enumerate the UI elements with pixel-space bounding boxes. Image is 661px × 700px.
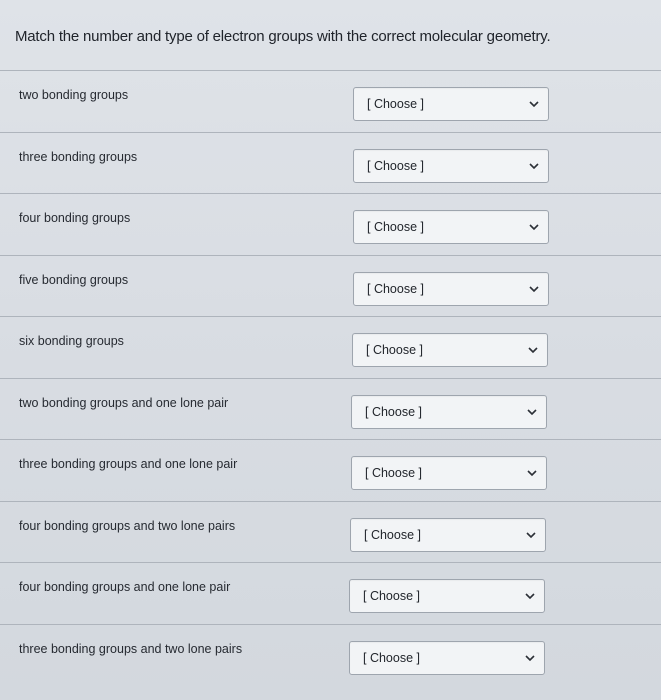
- select-value: [ Choose ]: [367, 158, 424, 173]
- chevron-down-icon: [526, 407, 538, 417]
- geometry-select[interactable]: [349, 579, 545, 613]
- geometry-select[interactable]: [353, 210, 549, 244]
- match-row: [0, 378, 661, 440]
- chevron-down-icon: [524, 653, 536, 663]
- geometry-select[interactable]: [353, 272, 549, 306]
- match-row: [0, 439, 661, 501]
- match-row: [0, 255, 661, 317]
- match-row-label: three bonding groups and two lone pairs: [19, 641, 243, 656]
- select-value: [ Choose ]: [364, 527, 421, 542]
- geometry-select[interactable]: [353, 149, 549, 183]
- match-row-label: six bonding groups: [19, 334, 124, 348]
- select-value: [ Choose ]: [365, 404, 422, 419]
- match-row-label: three bonding groups and one lone pair: [19, 457, 238, 471]
- geometry-select[interactable]: [353, 87, 549, 121]
- match-row-label: four bonding groups and one lone pair: [19, 580, 231, 594]
- select-value: [ Choose ]: [365, 466, 422, 480]
- chevron-down-icon: [525, 530, 537, 540]
- geometry-select[interactable]: [351, 456, 547, 490]
- matching-list: [0, 70, 661, 685]
- chevron-down-icon: [528, 99, 540, 109]
- match-row: [0, 501, 661, 563]
- match-row: [0, 193, 661, 255]
- match-row: [0, 316, 661, 378]
- match-row: [0, 132, 661, 194]
- select-value: [ Choose ]: [363, 650, 420, 665]
- chevron-down-icon: [528, 161, 540, 171]
- chevron-down-icon: [528, 222, 540, 232]
- geometry-select[interactable]: [352, 333, 548, 367]
- match-row: [0, 70, 661, 132]
- chevron-down-icon: [524, 591, 536, 601]
- select-value: [ Choose ]: [363, 589, 420, 603]
- select-value: [ Choose ]: [367, 281, 424, 296]
- match-row-label: five bonding groups: [19, 272, 129, 287]
- match-row: [0, 562, 661, 624]
- select-value: [ Choose ]: [366, 343, 423, 357]
- match-row-label: four bonding groups: [19, 211, 131, 225]
- geometry-select[interactable]: [350, 518, 546, 552]
- geometry-select[interactable]: [349, 641, 545, 675]
- match-row-label: two bonding groups and one lone pair: [19, 395, 229, 410]
- chevron-down-icon: [526, 468, 538, 478]
- geometry-select[interactable]: [351, 395, 547, 429]
- select-value: [ Choose ]: [367, 97, 424, 111]
- select-value: [ Choose ]: [367, 220, 424, 234]
- question-prompt: Match the number and type of electron groups with the correct molecular geometry.: [15, 28, 551, 45]
- match-row-label: two bonding groups: [19, 88, 129, 102]
- chevron-down-icon: [527, 345, 539, 355]
- chevron-down-icon: [528, 284, 540, 294]
- match-row: [0, 624, 661, 686]
- match-row-label: four bonding groups and two lone pairs: [19, 518, 236, 533]
- match-row-label: three bonding groups: [19, 149, 138, 164]
